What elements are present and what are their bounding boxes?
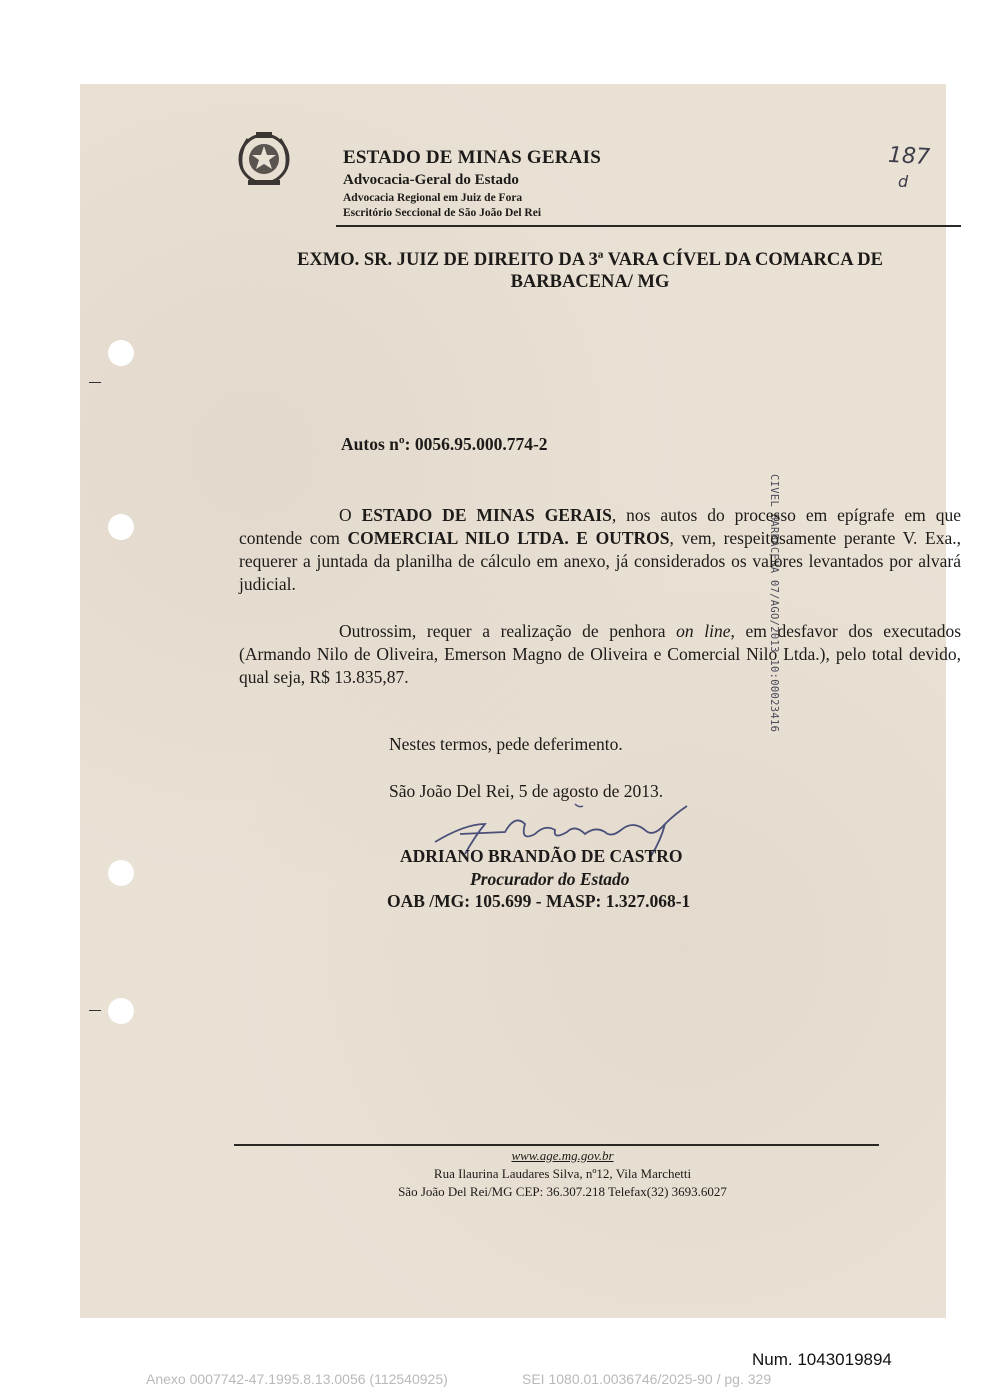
- header-divider: [336, 225, 961, 227]
- punch-hole: [108, 998, 134, 1024]
- signer-name: ADRIANO BRANDÃO DE CASTRO: [400, 846, 683, 866]
- p2-text: Outrossim, requer a realização de penhora: [339, 621, 677, 641]
- p2-text: , em desfavor dos executados (Armando Nilo de Oliveira, Emerson Magno de Oliveira e Comercial Nilo Ltda.), pelo total devido, qual seja, R$ 13.835,87.: [239, 621, 962, 687]
- footer-url[interactable]: www.age.mg.gov.br: [511, 1148, 614, 1163]
- date-line: São João Del Rei, 5 de agosto de 2013.: [389, 781, 664, 801]
- paragraph-penhora: [239, 620, 961, 689]
- p1-party: ESTADO DE MINAS GERAIS: [361, 505, 612, 525]
- footer-city: São João Del Rei/MG CEP: 36.307.218 Telefax(32) 3693.6027: [398, 1184, 727, 1199]
- sei-reference: SEI 1080.01.0036746/2025-90 / pg. 329: [522, 1371, 772, 1387]
- p1-text: O: [339, 505, 362, 525]
- coat-of-arms-icon: [234, 129, 294, 189]
- annex-reference: Anexo 0007742-47.1995.8.13.0056 (112540925): [146, 1371, 448, 1387]
- header-title: ESTADO DE MINAS GERAIS: [343, 147, 601, 168]
- paragraph-request: [239, 504, 961, 596]
- p2-italic: on line: [676, 621, 731, 641]
- p1-opponent: COMERCIAL NILO LTDA. E OUTROS: [347, 528, 670, 548]
- margin-mark: [89, 382, 101, 383]
- case-number: Autos nº: 0056.95.000.774-2: [341, 434, 548, 454]
- addressee-line-2: BARBACENA/ MG: [510, 272, 670, 292]
- p1-text: , nos autos do processo em epígrafe em que contende com: [239, 505, 961, 548]
- document-page: [80, 84, 962, 1318]
- punch-hole: [108, 340, 134, 366]
- addressee-line-1: EXMO. SR. JUIZ DE DIREITO DA 3ª VARA CÍVEL DA COMARCA DE: [297, 250, 883, 270]
- document-number: Num. 1043019894: [752, 1350, 892, 1369]
- margin-mark: [89, 1010, 101, 1011]
- signer-role: Procurador do Estado: [470, 869, 630, 889]
- header-office: Advocacia Regional em Juiz de Fora: [343, 192, 523, 204]
- p1-text: , vem, respeitosamente perante V. Exa., requerer a juntada da planilha de cálculo em anexo, já considerados os valores levantados por alvará judicial.: [239, 528, 961, 594]
- handwritten-mark: d: [898, 172, 909, 191]
- protocol-stamp: CIVEL BARBACENA 07/AGO/2013 10:00023416: [768, 474, 780, 733]
- footer-address: Rua Ilaurina Laudares Silva, nº12, Vila Marchetti: [433, 1166, 692, 1181]
- handwritten-page-number: 187: [887, 142, 931, 171]
- punch-hole: [108, 860, 134, 886]
- header-subtitle: Advocacia-Geral do Estado: [343, 172, 519, 188]
- closing-formula: Nestes termos, pede deferimento.: [389, 734, 623, 754]
- signer-registration: OAB /MG: 105.699 - MASP: 1.327.068-1: [387, 891, 691, 911]
- addressee: [240, 249, 940, 293]
- footer-divider: [234, 1144, 879, 1146]
- header-branch: Escritório Seccional de São João Del Rei: [343, 207, 542, 219]
- punch-hole: [108, 514, 134, 540]
